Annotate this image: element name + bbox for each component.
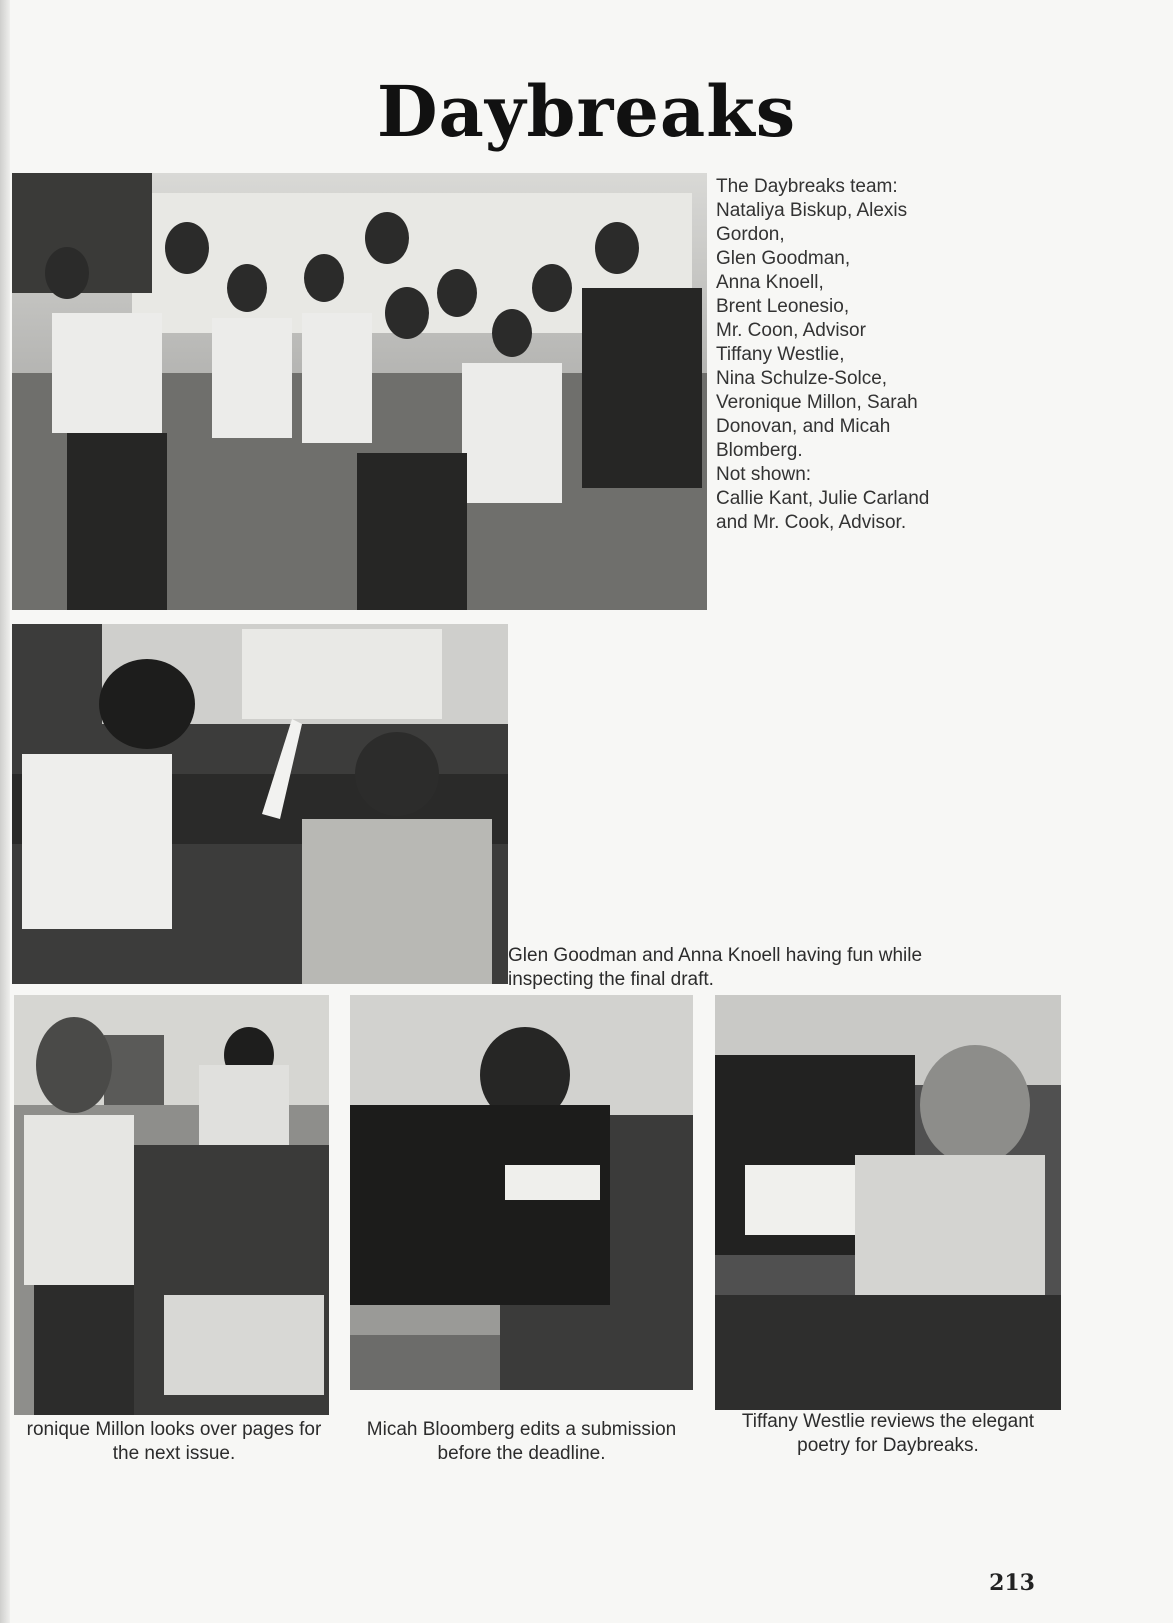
page-number: 213 (989, 1570, 1035, 1596)
tiffany-caption: Tiffany Westlie reviews the elegant poetry for Daybreaks. (741, 1411, 1035, 1456)
micah-caption: Micah Bloomberg edits a submission before the deadline. (366, 1419, 677, 1464)
team-caption-line: Nataliya Biskup, Alexis (716, 200, 908, 221)
page-title: Daybreaks (376, 70, 797, 153)
draft-inspection-photo (12, 624, 508, 984)
team-caption-line: Donovan, and Micah (716, 416, 891, 437)
veronique-photo (14, 995, 329, 1415)
team-caption-line: Nina Schulze-Solce, (716, 368, 888, 389)
team-caption (716, 175, 956, 535)
team-caption-line: Blomberg. (716, 440, 803, 461)
team-caption-line: Veronique Millon, Sarah (716, 392, 918, 413)
tiffany-photo (715, 995, 1061, 1410)
veronique-caption: ronique Millon looks over pages for the next issue. (26, 1419, 322, 1464)
micah-photo (350, 995, 693, 1390)
team-caption-line: Mr. Coon, Advisor (716, 320, 866, 341)
team-caption-line: Brent Leonesio, (716, 296, 850, 317)
page-edge (0, 0, 10, 1623)
team-caption-line: Glen Goodman, (716, 248, 851, 269)
team-caption-line: Not shown: (716, 464, 812, 485)
team-caption-line: Gordon, (716, 224, 785, 245)
draft-caption: Glen Goodman and Anna Knoell having fun while inspecting the final draft. (508, 945, 923, 990)
team-caption-line: The Daybreaks team: (716, 176, 898, 197)
team-caption-line: Callie Kant, Julie Carland (716, 488, 930, 509)
team-caption-line: Tiffany Westlie, (716, 344, 845, 365)
team-group-photo (12, 173, 707, 610)
team-caption-line: and Mr. Cook, Advisor. (716, 512, 907, 533)
team-caption-line: Anna Knoell, (716, 272, 824, 293)
